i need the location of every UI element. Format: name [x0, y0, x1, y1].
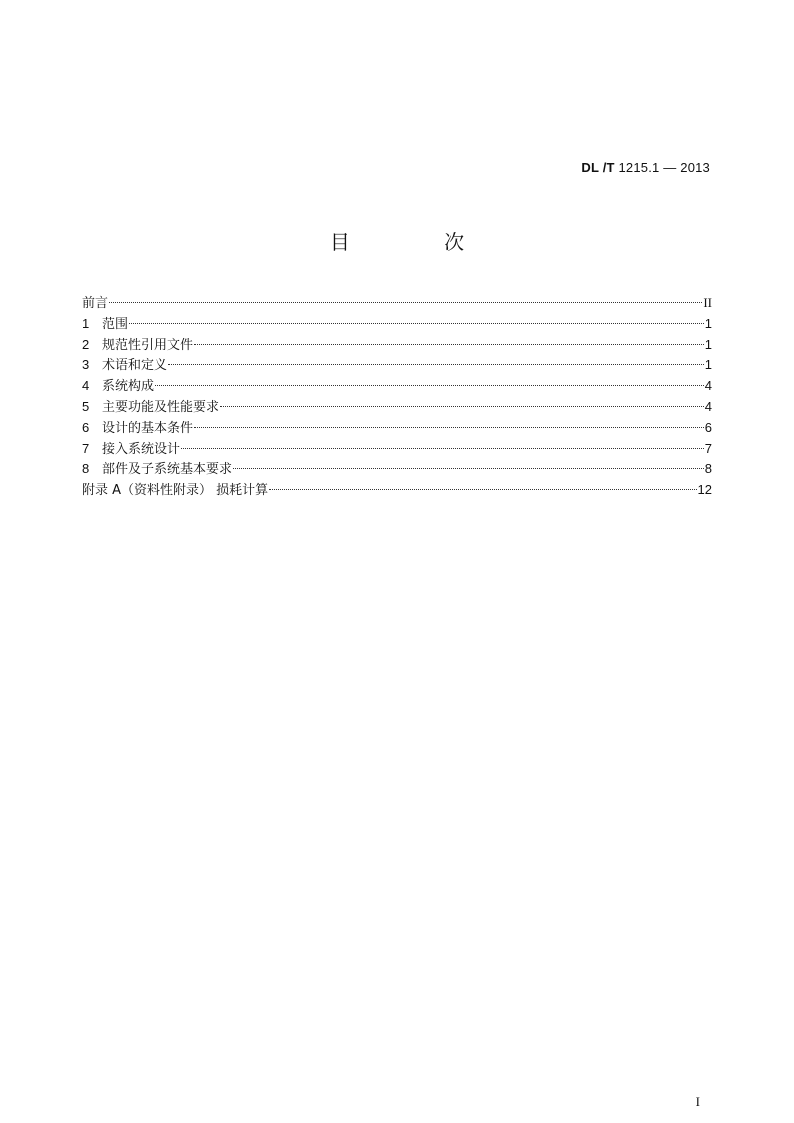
- standard-year-number: 1215.1 — 2013: [618, 160, 710, 175]
- toc-entry-page: 6: [704, 419, 712, 435]
- toc-entry-page: 1: [704, 357, 712, 373]
- toc-entry-page: 12: [697, 482, 712, 498]
- toc-entry[interactable]: [82, 335, 712, 356]
- toc-entry-title: 前言: [82, 296, 109, 311]
- toc-entry-number: 5: [82, 398, 90, 414]
- toc-entry-page: 1: [704, 336, 712, 352]
- toc-dot-leader: [194, 344, 704, 345]
- toc-dot-leader: [129, 323, 704, 324]
- toc-dot-leader: [109, 302, 702, 303]
- toc-entry-title: 接入系统设计: [102, 441, 181, 457]
- toc-dot-leader: [233, 468, 704, 469]
- toc-dot-leader: [194, 427, 704, 428]
- standard-number: [581, 160, 710, 175]
- toc-dot-leader: [220, 406, 704, 407]
- toc-entry[interactable]: [82, 418, 712, 439]
- toc-entry[interactable]: [82, 397, 712, 418]
- toc-entry-title: 系统构成: [102, 379, 155, 395]
- toc-entry-number: 2: [82, 336, 90, 352]
- toc-entry[interactable]: [82, 459, 712, 480]
- toc-entry-number: 4: [82, 378, 90, 394]
- toc-entry-number: 7: [82, 440, 90, 456]
- page-number: I: [695, 1094, 700, 1109]
- toc-entry-title: 范围: [102, 316, 129, 332]
- toc-entry-title: 附录 A（资料性附录） 损耗计算: [82, 483, 269, 499]
- toc-entry-page: 8: [704, 461, 712, 477]
- toc-entry-number: 1: [82, 315, 90, 331]
- toc-dot-leader: [155, 385, 704, 386]
- toc-entry[interactable]: [82, 439, 712, 460]
- toc-entry-number: 6: [82, 419, 90, 435]
- toc-entry[interactable]: [82, 480, 712, 501]
- toc-entry-number: 3: [82, 357, 90, 373]
- toc-entry-title: 设计的基本条件: [102, 420, 194, 436]
- toc-entry-page: 1: [704, 315, 712, 331]
- page-title: 目 次: [329, 230, 509, 254]
- toc-entry-page: II: [703, 295, 712, 310]
- toc-entry-page: 7: [704, 440, 712, 456]
- toc-entry[interactable]: [82, 293, 712, 314]
- toc-dot-leader: [168, 364, 704, 365]
- toc-entry[interactable]: [82, 314, 712, 335]
- table-of-contents: [82, 293, 712, 501]
- toc-dot-leader: [269, 489, 696, 490]
- toc-entry-title: 术语和定义: [102, 358, 168, 374]
- toc-entry[interactable]: [82, 355, 712, 376]
- toc-entry-title: 规范性引用文件: [102, 337, 194, 353]
- toc-entry-title: 主要功能及性能要求: [102, 399, 220, 415]
- toc-entry-number: 8: [82, 461, 90, 477]
- toc-entry-page: 4: [704, 378, 712, 394]
- toc-entry-page: 4: [704, 398, 712, 414]
- toc-entry-title: 部件及子系统基本要求: [102, 462, 233, 478]
- toc-dot-leader: [181, 448, 704, 449]
- standard-code: DL /T: [581, 160, 615, 175]
- toc-entry[interactable]: [82, 376, 712, 397]
